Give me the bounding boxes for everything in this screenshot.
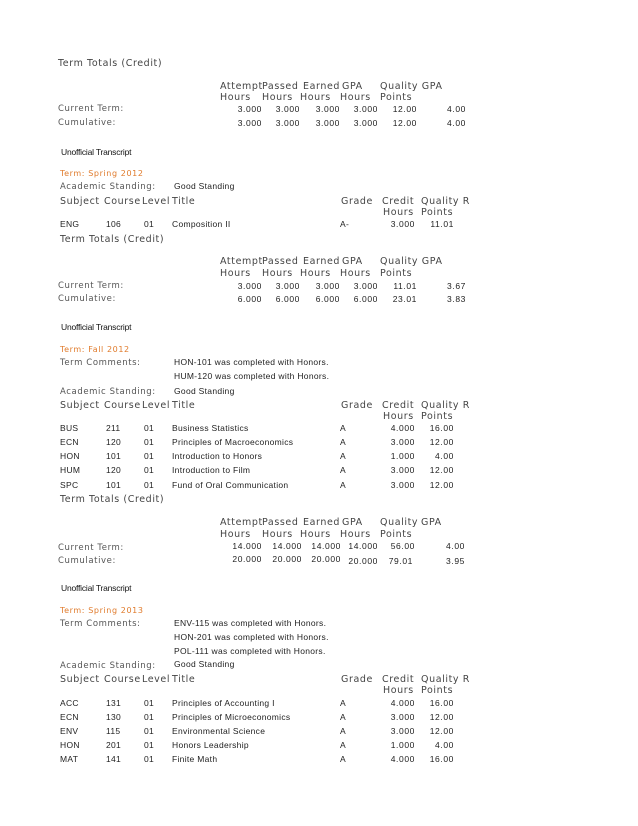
value-cell: 3.000 bbox=[237, 118, 262, 128]
course-cell: 101 bbox=[106, 480, 122, 490]
points-cell: 12.00 bbox=[429, 437, 454, 447]
points-cell: 16.00 bbox=[429, 698, 454, 708]
course-cell: 106 bbox=[106, 219, 122, 229]
value-cell: 20.000 bbox=[272, 554, 302, 564]
value-cell: 3.000 bbox=[237, 281, 262, 291]
academic-standing-label: Academic Standing: bbox=[60, 661, 156, 671]
value-cell: 12.00 bbox=[392, 118, 417, 128]
level-cell: 01 bbox=[144, 465, 155, 475]
totals-col-quality: Quality bbox=[380, 517, 419, 528]
value-cell: 6.000 bbox=[275, 294, 300, 304]
value-cell: 6.000 bbox=[353, 294, 378, 304]
value-cell: 14.000 bbox=[348, 541, 378, 551]
points-cell: 4.00 bbox=[435, 451, 454, 461]
value-cell: 3.000 bbox=[237, 104, 262, 114]
totals-col-hours: Hours bbox=[262, 268, 293, 279]
course-cell: 201 bbox=[106, 740, 122, 750]
col-quality-points: Points bbox=[421, 685, 454, 696]
totals-col-passed: Passed bbox=[262, 81, 299, 92]
academic-standing-label: Academic Standing: bbox=[60, 387, 156, 397]
course-cell: 101 bbox=[106, 451, 122, 461]
col-credit: Credit bbox=[382, 400, 415, 411]
credit-cell: 4.000 bbox=[390, 423, 415, 433]
unofficial-transcript-label: Unofficial Transcript bbox=[61, 322, 132, 332]
grade-cell: A bbox=[340, 423, 346, 433]
totals-col-gpa: GPA bbox=[342, 256, 363, 267]
title-cell: Introduction to Film bbox=[172, 465, 251, 475]
grade-cell: A bbox=[340, 740, 346, 750]
title-cell: Honors Leadership bbox=[172, 740, 249, 750]
credit-cell: 4.000 bbox=[390, 698, 415, 708]
totals-col-hours: Hours bbox=[220, 268, 251, 279]
points-cell: 4.00 bbox=[435, 740, 454, 750]
value-cell: 6.000 bbox=[237, 294, 262, 304]
totals-col-hours: Hours bbox=[262, 92, 293, 103]
value-cell: 3.83 bbox=[447, 294, 466, 304]
term-title: Term: Spring 2012 bbox=[60, 169, 144, 178]
col-subject: Subject bbox=[60, 674, 100, 685]
level-cell: 01 bbox=[144, 740, 155, 750]
value-cell: 11.01 bbox=[393, 281, 417, 291]
term-comment: HUM-120 was completed with Honors. bbox=[174, 371, 330, 381]
value-cell: 14.000 bbox=[232, 541, 262, 551]
totals-col-attempt: Attempt bbox=[220, 517, 263, 528]
grade-cell: A bbox=[340, 698, 346, 708]
course-cell: 115 bbox=[106, 726, 121, 736]
totals-col-points: Points bbox=[380, 529, 413, 540]
col-level: Level bbox=[142, 400, 171, 411]
current-term-label: Current Term: bbox=[58, 104, 124, 114]
unofficial-transcript-label: Unofficial Transcript bbox=[61, 583, 132, 593]
value-cell: 3.000 bbox=[353, 104, 378, 114]
value-cell: 3.67 bbox=[447, 281, 466, 291]
col-subject: Subject bbox=[60, 400, 100, 411]
totals-col-quality-gpa: Quality GPA bbox=[380, 256, 443, 267]
term-comment: HON-201 was completed with Honors. bbox=[174, 632, 329, 642]
grade-cell: A bbox=[340, 726, 346, 736]
col-quality: Quality R bbox=[421, 196, 470, 207]
col-credit: Credit bbox=[382, 674, 415, 685]
value-cell: 3.95 bbox=[446, 556, 465, 566]
value-cell: 3.000 bbox=[275, 281, 300, 291]
subject-cell: MAT bbox=[60, 754, 79, 764]
points-cell: 12.00 bbox=[429, 465, 454, 475]
title-cell: Principles of Accounting I bbox=[172, 698, 275, 708]
subject-cell: ECN bbox=[60, 437, 79, 447]
value-cell: 3.000 bbox=[275, 118, 300, 128]
totals-col-hours: Hours bbox=[340, 92, 371, 103]
title-cell: Environmental Science bbox=[172, 726, 266, 736]
col-title: Title bbox=[172, 400, 196, 411]
totals-col-gpa: GPA bbox=[342, 517, 363, 528]
col-grade: Grade bbox=[341, 400, 373, 411]
col-quality-points: Points bbox=[421, 411, 454, 422]
level-cell: 01 bbox=[144, 754, 155, 764]
title-cell: Principles of Microeconomics bbox=[172, 712, 291, 722]
grade-cell: A bbox=[340, 451, 346, 461]
current-term-label: Current Term: bbox=[58, 543, 124, 553]
subject-cell: HON bbox=[60, 740, 80, 750]
subject-cell: ENG bbox=[60, 219, 80, 229]
term-comment: HON-101 was completed with Honors. bbox=[174, 357, 329, 367]
value-cell: 20.000 bbox=[232, 554, 262, 564]
totals-col-hours: Hours bbox=[220, 92, 251, 103]
term-totals-heading: Term Totals (Credit) bbox=[60, 234, 165, 245]
academic-standing-label: Academic Standing: bbox=[60, 182, 156, 192]
value-cell: 14.000 bbox=[272, 541, 302, 551]
col-grade: Grade bbox=[341, 196, 373, 207]
cumulative-label: Cumulative: bbox=[58, 556, 116, 566]
credit-cell: 1.000 bbox=[390, 451, 415, 461]
course-cell: 130 bbox=[106, 712, 122, 722]
subject-cell: ECN bbox=[60, 712, 79, 722]
totals-col-earned: Earned bbox=[303, 256, 341, 267]
course-cell: 120 bbox=[106, 437, 122, 447]
value-cell: 79.01 bbox=[388, 556, 413, 566]
totals-col-points: Points bbox=[380, 268, 413, 279]
col-quality: Quality R bbox=[421, 674, 470, 685]
value-cell: 4.00 bbox=[446, 541, 465, 551]
col-credit-hours: Hours bbox=[383, 411, 414, 422]
course-cell: 211 bbox=[106, 423, 121, 433]
value-cell: 20.000 bbox=[311, 554, 341, 564]
term-comments-label: Term Comments: bbox=[60, 619, 141, 629]
title-cell: Principles of Macroeconomics bbox=[172, 437, 294, 447]
term-totals-heading: Term Totals (Credit) bbox=[60, 494, 165, 505]
col-level: Level bbox=[142, 674, 171, 685]
value-cell: 23.01 bbox=[392, 294, 417, 304]
value-cell: 6.000 bbox=[315, 294, 340, 304]
points-cell: 12.00 bbox=[429, 480, 454, 490]
totals-col-gpa-2: GPA bbox=[421, 517, 442, 528]
col-title: Title bbox=[172, 196, 196, 207]
value-cell: 14.000 bbox=[311, 541, 341, 551]
value-cell: 3.000 bbox=[353, 118, 378, 128]
col-course: Course bbox=[104, 196, 141, 207]
term-comment: ENV-115 was completed with Honors. bbox=[174, 618, 327, 628]
col-course: Course bbox=[104, 400, 141, 411]
totals-col-earned: Earned bbox=[303, 517, 341, 528]
totals-col-earned: Earned bbox=[303, 81, 341, 92]
course-cell: 141 bbox=[106, 754, 122, 764]
col-grade: Grade bbox=[341, 674, 373, 685]
totals-col-hours: Hours bbox=[340, 268, 371, 279]
col-title: Title bbox=[172, 674, 196, 685]
value-cell: 3.000 bbox=[275, 104, 300, 114]
level-cell: 01 bbox=[144, 451, 155, 461]
term-comments-label: Term Comments: bbox=[60, 358, 141, 368]
title-cell: Composition II bbox=[172, 219, 231, 229]
grade-cell: A bbox=[340, 465, 346, 475]
subject-cell: ACC bbox=[60, 698, 79, 708]
points-cell: 16.00 bbox=[429, 423, 454, 433]
level-cell: 01 bbox=[144, 480, 155, 490]
title-cell: Fund of Oral Communication bbox=[172, 480, 289, 490]
level-cell: 01 bbox=[144, 423, 155, 433]
term-totals-heading: Term Totals (Credit) bbox=[58, 58, 163, 69]
col-subject: Subject bbox=[60, 196, 100, 207]
totals-col-hours: Hours bbox=[300, 529, 331, 540]
totals-col-hours: Hours bbox=[300, 92, 331, 103]
col-course: Course bbox=[104, 674, 141, 685]
value-cell: 4.00 bbox=[447, 118, 466, 128]
totals-col-attempt: Attempt bbox=[220, 81, 263, 92]
credit-cell: 3.000 bbox=[390, 219, 415, 229]
cumulative-label: Cumulative: bbox=[58, 294, 116, 304]
credit-cell: 3.000 bbox=[390, 465, 415, 475]
points-cell: 11.01 bbox=[430, 219, 454, 229]
grade-cell: A bbox=[340, 754, 346, 764]
academic-standing-value: Good Standing bbox=[174, 181, 235, 191]
totals-col-hours: Hours bbox=[262, 529, 293, 540]
credit-cell: 3.000 bbox=[390, 726, 415, 736]
level-cell: 01 bbox=[144, 726, 155, 736]
level-cell: 01 bbox=[144, 712, 155, 722]
academic-standing-value: Good Standing bbox=[174, 386, 235, 396]
term-title: Term: Spring 2013 bbox=[60, 606, 144, 615]
credit-cell: 4.000 bbox=[390, 754, 415, 764]
title-cell: Business Statistics bbox=[172, 423, 249, 433]
credit-cell: 3.000 bbox=[390, 712, 415, 722]
totals-col-attempt: Attempt bbox=[220, 256, 263, 267]
value-cell: 12.00 bbox=[392, 104, 417, 114]
grade-cell: A bbox=[340, 437, 346, 447]
value-cell: 20.000 bbox=[348, 556, 378, 566]
course-cell: 131 bbox=[106, 698, 122, 708]
level-cell: 01 bbox=[144, 437, 155, 447]
points-cell: 16.00 bbox=[429, 754, 454, 764]
totals-col-passed: Passed bbox=[262, 517, 299, 528]
col-level: Level bbox=[142, 196, 171, 207]
cumulative-label: Cumulative: bbox=[58, 118, 116, 128]
totals-col-gpa: GPA bbox=[342, 81, 363, 92]
subject-cell: HON bbox=[60, 451, 80, 461]
level-cell: 01 bbox=[144, 698, 155, 708]
value-cell: 56.00 bbox=[390, 541, 415, 551]
col-quality-points: Points bbox=[421, 207, 454, 218]
credit-cell: 3.000 bbox=[390, 480, 415, 490]
value-cell: 4.00 bbox=[447, 104, 466, 114]
grade-cell: A- bbox=[340, 219, 350, 229]
subject-cell: BUS bbox=[60, 423, 79, 433]
current-term-label: Current Term: bbox=[58, 281, 124, 291]
value-cell: 3.000 bbox=[315, 104, 340, 114]
term-comment: POL-111 was completed with Honors. bbox=[174, 646, 326, 656]
grade-cell: A bbox=[340, 712, 346, 722]
value-cell: 3.000 bbox=[315, 281, 340, 291]
col-credit-hours: Hours bbox=[383, 685, 414, 696]
subject-cell: HUM bbox=[60, 465, 81, 475]
academic-standing-value: Good Standing bbox=[174, 659, 235, 669]
title-cell: Finite Math bbox=[172, 754, 218, 764]
grade-cell: A bbox=[340, 480, 346, 490]
points-cell: 12.00 bbox=[429, 712, 454, 722]
value-cell: 3.000 bbox=[353, 281, 378, 291]
unofficial-transcript-label: Unofficial Transcript bbox=[61, 147, 132, 157]
totals-col-quality-gpa: Quality GPA bbox=[380, 81, 443, 92]
subject-cell: ENV bbox=[60, 726, 79, 736]
col-quality: Quality R bbox=[421, 400, 470, 411]
course-cell: 120 bbox=[106, 465, 122, 475]
totals-col-passed: Passed bbox=[262, 256, 299, 267]
col-credit: Credit bbox=[382, 196, 415, 207]
credit-cell: 3.000 bbox=[390, 437, 415, 447]
term-title: Term: Fall 2012 bbox=[60, 345, 130, 354]
credit-cell: 1.000 bbox=[390, 740, 415, 750]
value-cell: 3.000 bbox=[315, 118, 340, 128]
subject-cell: SPC bbox=[60, 480, 79, 490]
points-cell: 12.00 bbox=[429, 726, 454, 736]
totals-col-hours: Hours bbox=[340, 529, 371, 540]
level-cell: 01 bbox=[144, 219, 155, 229]
totals-col-hours: Hours bbox=[300, 268, 331, 279]
title-cell: Introduction to Honors bbox=[172, 451, 263, 461]
col-credit-hours: Hours bbox=[383, 207, 414, 218]
totals-col-points: Points bbox=[380, 92, 413, 103]
totals-col-hours: Hours bbox=[220, 529, 251, 540]
